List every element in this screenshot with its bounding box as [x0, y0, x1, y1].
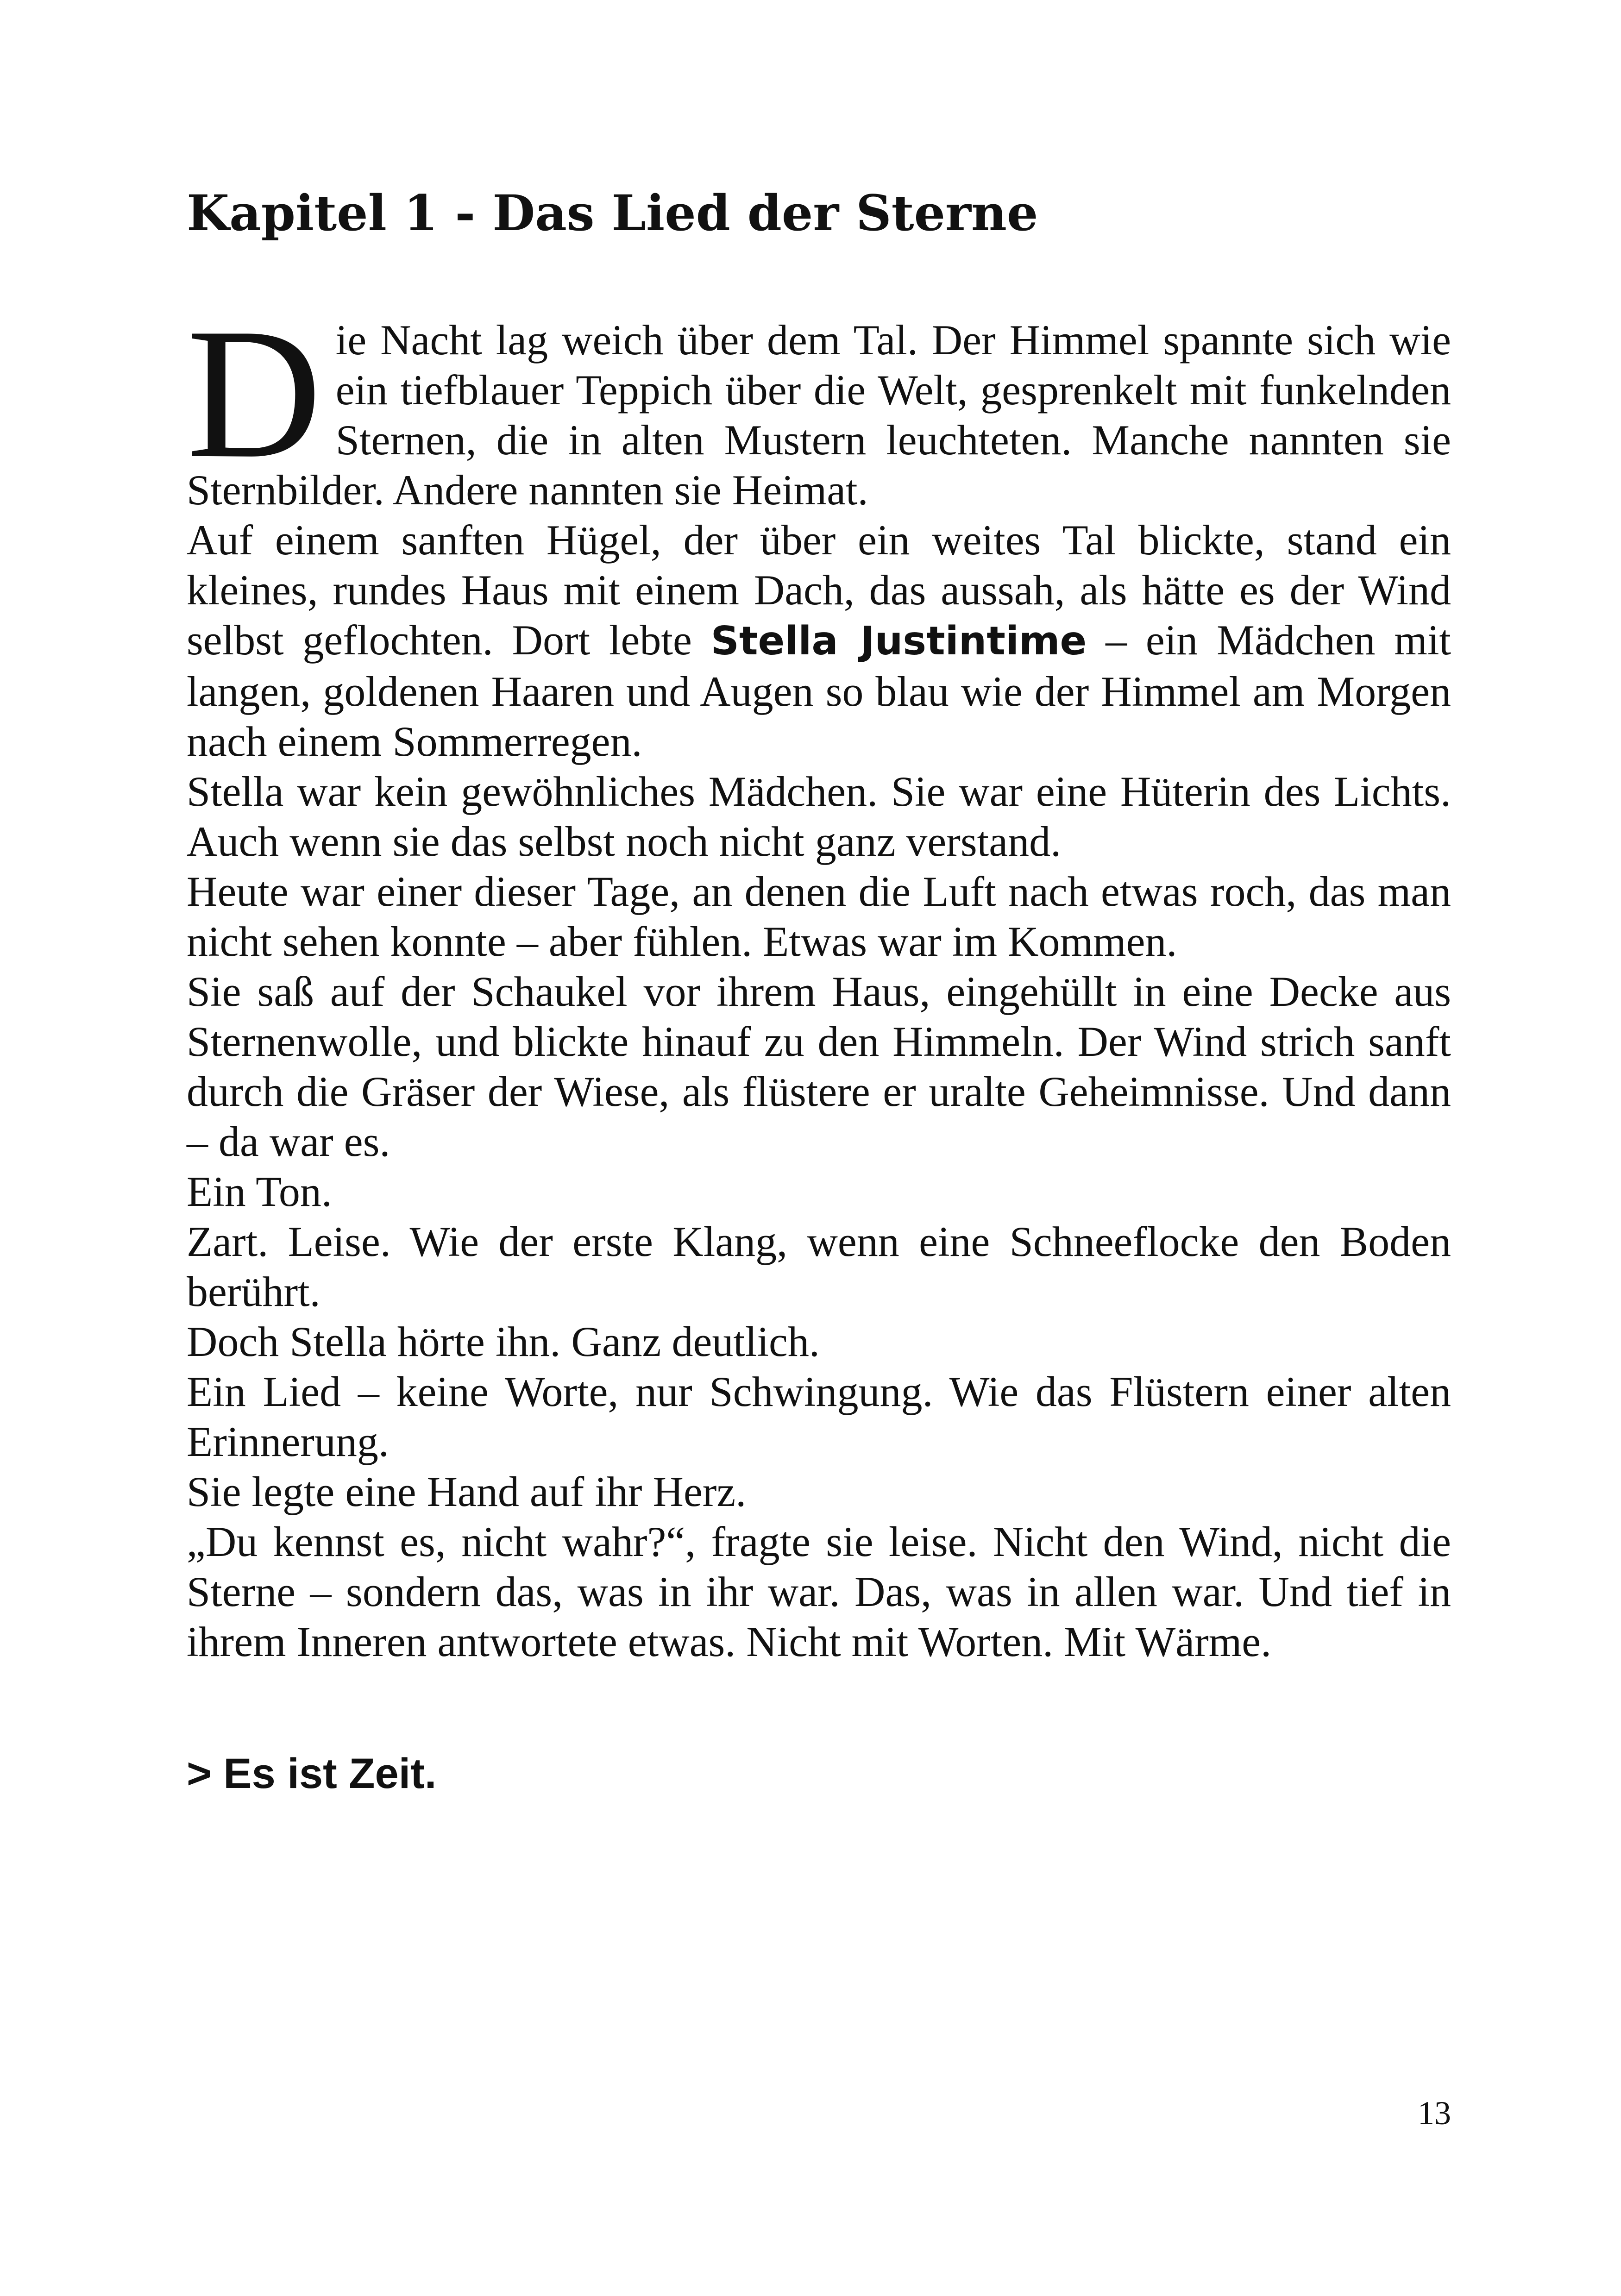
paragraph-text: Heute war einer dieser Tage, an denen die Luft nach etwas roch, das man nicht sehen konnte – aber fühlen. Etwas war im Kommen.	[187, 868, 1451, 965]
page-number: 13	[1418, 2095, 1451, 2132]
drop-cap: D	[187, 290, 322, 497]
closing-line: > Es ist Zeit.	[187, 1750, 437, 1797]
paragraph-text: – ein Mädchen mit langen, goldenen Haaren und Augen so blau wie der Himmel am Morgen nach einem Sommerregen.	[187, 616, 1451, 765]
paragraph-text: Sie saß auf der Schaukel vor ihrem Haus, eingehüllt in eine Decke aus Sternenwolle, und blickte hinauf zu den Himmeln. Der Wind strich sanft durch die Gräser der Wiese, als flüstere er uralte Geheimnisse. Und dann – da war es.	[187, 968, 1451, 1165]
paragraph-10	[187, 1467, 1451, 1517]
paragraph-3	[187, 766, 1451, 866]
paragraph-11	[187, 1517, 1451, 1667]
chapter-title: Kapitel 1 - Das Lied der Sterne	[187, 184, 1038, 242]
paragraph-1	[187, 290, 1451, 515]
paragraph-text: Sie legte eine Hand auf ihr Herz.	[187, 1468, 747, 1515]
chapter-body	[187, 290, 1451, 1667]
paragraph-text: Zart. Leise. Wie der erste Klang, wenn eine Schneeflocke den Boden berührt.	[187, 1218, 1451, 1315]
paragraph-text: „Du kennst es, nicht wahr?“, fragte sie leise. Nicht den Wind, nicht die Sterne – sondern das, was in ihr war. Das, was in allen war. Und tief in ihrem Inneren antwortete etwas. Nicht mit Worten. Mit Wärme.	[187, 1518, 1451, 1665]
paragraph-text: Stella war kein gewöhnliches Mädchen. Sie war eine Hüterin des Lichts. Auch wenn sie das selbst noch nicht ganz verstand.	[187, 768, 1451, 865]
paragraph-text: ie Nacht lag weich über dem Tal. Der Himmel spannte sich wie ein tiefblauer Teppich über die Welt, gesprenkelt mit funkelnden Sternen, die in alten Mustern leuchteten. Manche nannten sie Sternbilder. Andere nannten sie Heimat.	[187, 316, 1451, 514]
paragraph-text: Doch Stella hörte ihn. Ganz deutlich.	[187, 1318, 820, 1365]
paragraph-7	[187, 1217, 1451, 1317]
paragraph-text: Auf einem sanften Hügel, der über ein weites Tal blickte, stand ein kleines, rundes Haus mit einem Dach, das aussah, als hätte es der Wind selbst geflochten. Dort lebte	[187, 516, 1451, 664]
character-name: Stella Justintime	[710, 618, 1087, 664]
paragraph-5	[187, 966, 1451, 1167]
paragraph-9	[187, 1367, 1451, 1467]
paragraph-4	[187, 866, 1451, 966]
paragraph-text: Ein Ton.	[187, 1168, 332, 1215]
paragraph-8	[187, 1317, 1451, 1367]
paragraph-text: Ein Lied – keine Worte, nur Schwingung. Wie das Flüstern einer alten Erinnerung.	[187, 1368, 1451, 1465]
paragraph-6	[187, 1167, 1451, 1217]
paragraph-2	[187, 515, 1451, 766]
